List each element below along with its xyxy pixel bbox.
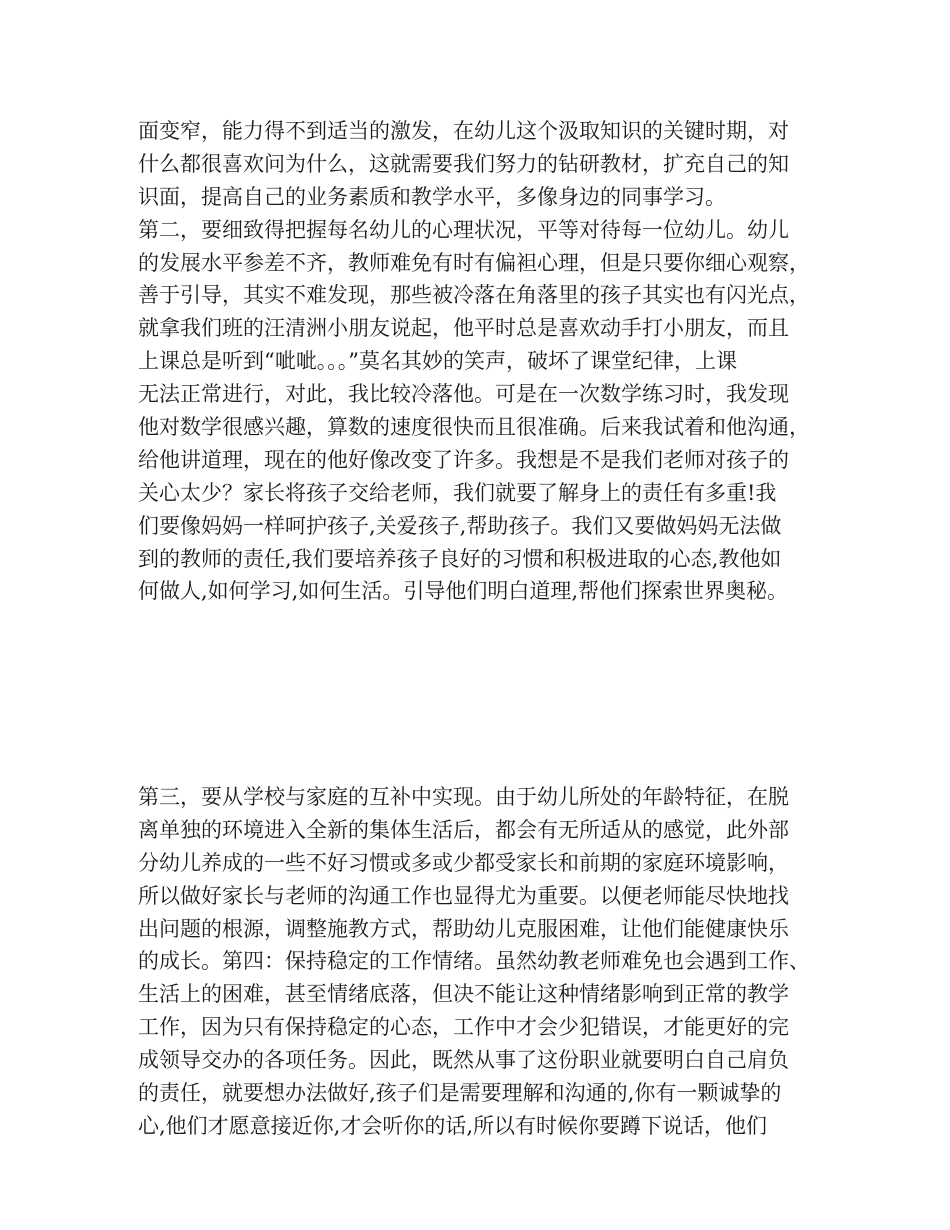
text-line: 第二，要细致得把握每名幼儿的心理状况，平等对待每一位幼儿。幼儿: [138, 217, 789, 242]
text-line: 第三，要从学校与家庭的互补中实现。由于幼儿所处的年龄特征，在脱: [138, 785, 789, 809]
text-line: 们要像妈妈一样呵护孩子,关爱孩子,帮助孩子。我们又要做妈妈无法做: [138, 513, 782, 538]
text-line: 识面，提高自己的业务素质和教学水平，多像身边的同事学习。: [138, 184, 726, 209]
text-line: 的发展水平参差不齐，教师难免有时有偏袒心理，但是只要你细心观察，: [138, 250, 810, 275]
text-line: 什么都很喜欢问为什么，这就需要我们努力的钻研教材，扩充自己的知: [138, 151, 789, 176]
paragraph-block-2: [138, 781, 838, 1143]
text-line: 分幼儿养成的一些不好习惯或多或少都受家长和前期的家庭环境影响，: [138, 850, 789, 875]
text-line: 就拿我们班的汪清洲小朋友说起，他平时总是喜欢动手打小朋友，而且: [138, 316, 789, 341]
text-line: 上课总是听到“呲呲。。。”莫名其妙的笑声，破坏了课堂纪律，上课: [138, 349, 737, 374]
text-line: 所以做好家长与老师的沟通工作也显得尤为重要。以便老师能尽快地找: [138, 883, 789, 908]
text-line: 出问题的根源，调整施教方式，帮助幼儿克服困难，让他们能健康快乐: [138, 916, 789, 941]
text-line: 离单独的环境进入全新的集体生活后，都会有无所适从的感觉，此外部: [138, 817, 789, 842]
text-line: 工作，因为只有保持稳定的心态，工作中才会少犯错误，才能更好的完: [138, 1015, 789, 1040]
text-line: 无法正常进行，对此，我比较冷落他。可是在一次数学练习时，我发现: [138, 382, 789, 407]
text-line: 生活上的困难，甚至情绪底落，但决不能让这种情绪影响到正常的教学: [138, 982, 789, 1007]
paragraph-block-1: [138, 115, 838, 608]
text-line: 面变窄，能力得不到适当的激发，在幼儿这个汲取知识的关键时期，对: [138, 119, 789, 143]
text-line: 到的教师的责任,我们要培养孩子良好的习惯和积极进取的心态,教他如: [138, 546, 782, 571]
text-line: 善于引导，其实不难发现，那些被冷落在角落里的孩子其实也有闪光点，: [138, 283, 810, 308]
text-line: 关心太少？家长将孩子交给老师，我们就要了解身上的责任有多重!我: [138, 480, 777, 505]
text-line: 何做人,如何学习,如何生活。引导他们明白道理,帮他们探索世界奥秘。: [138, 579, 789, 604]
text-line: 他对数学很感兴趣，算数的速度很快而且很准确。后来我试着和他沟通，: [138, 415, 810, 440]
text-line: 成领导交办的各项任务。因此，既然从事了这份职业就要明白自己肩负: [138, 1048, 789, 1073]
text-line: 心,他们才愿意接近你,才会听你的话,所以有时候你要蹲下说话，他们: [138, 1113, 768, 1138]
text-line: 的责任，就要想办法做好,孩子们是需要理解和沟通的,你有一颗诚挚的: [138, 1081, 782, 1106]
text-line: 的成长。第四：保持稳定的工作情绪。虽然幼教老师难免也会遇到工作、: [138, 949, 810, 974]
text-line: 给他讲道理，现在的他好像改变了许多。我想是不是我们老师对孩子的: [138, 447, 789, 472]
